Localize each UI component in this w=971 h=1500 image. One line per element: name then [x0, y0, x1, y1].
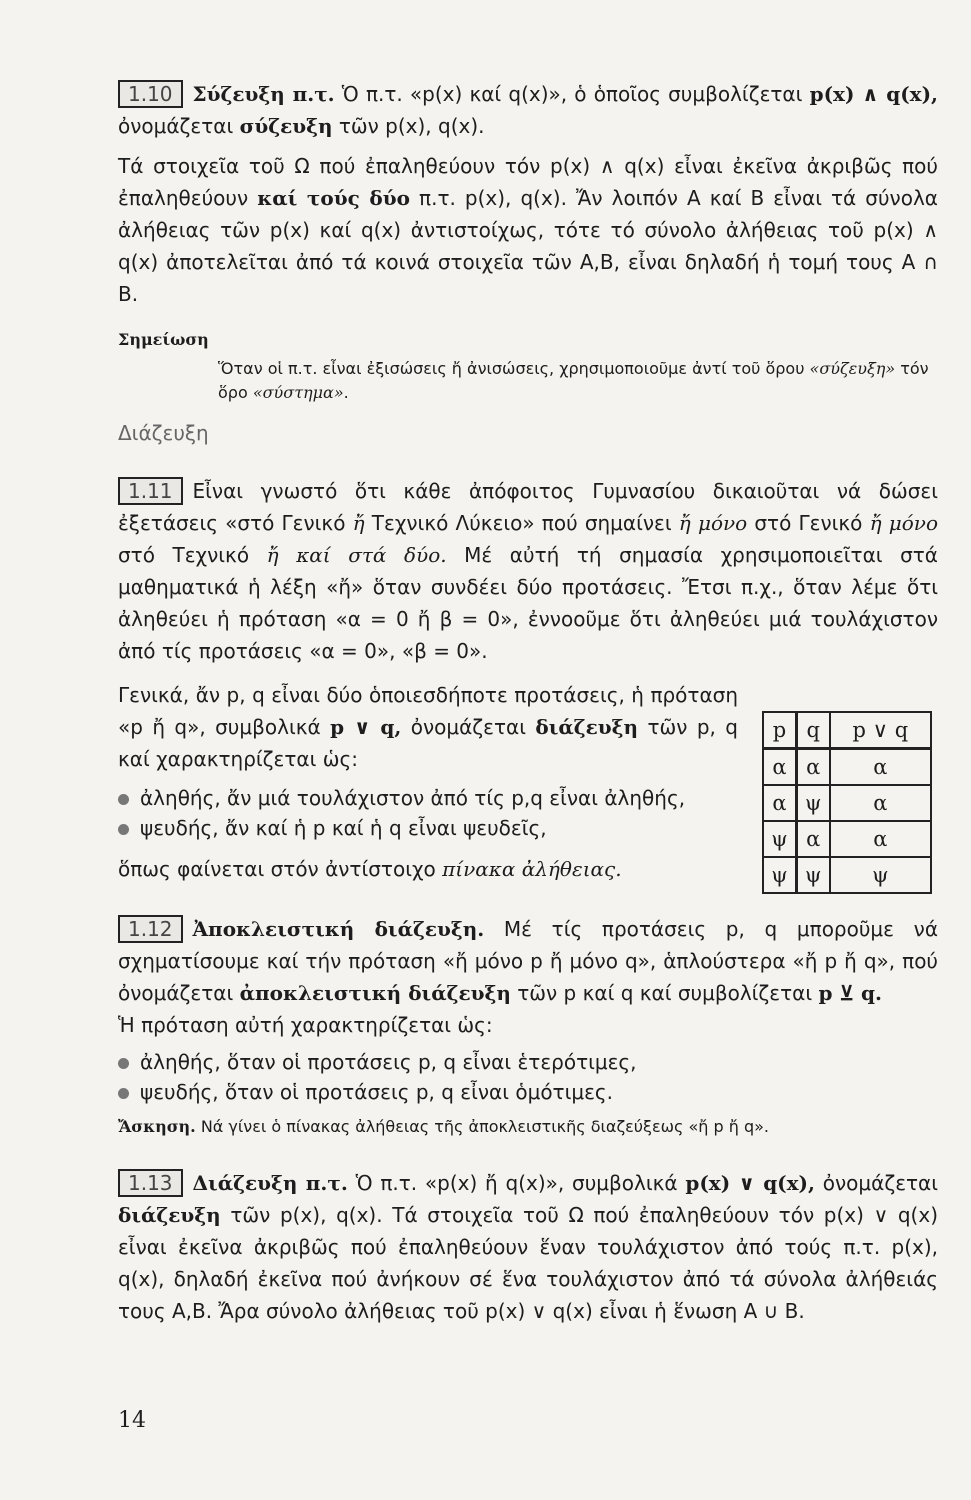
truth-table-disjunction — [762, 711, 932, 894]
note-text: Ὅταν οἱ π.τ. εἶναι ἐξισώσεις ἤ ἀνισώσεις, χρησιμοποιοῦμε ἀντί τοῦ ὅρου «σύζευξη» τόν ὅρο «σύστημα». — [218, 359, 929, 402]
disjunction-definition: Γενικά, ἄν p, q εἶναι δύο ὁποιεσδήποτε προτάσεις, ἡ πρόταση «p ἤ q», συμβολικά p ∨ q, ὀνομάζεται διάζευξη τῶν p, q καί χαρακτηρίζεται ὡς: ἀληθής, ἄν μιά τουλάχιστον ἀπό τίς p,q εἶναι ἀληθής, ψευδής, ἄν καί ἡ p καί ἡ q εἶναι ψευδεῖς, ὅπως φαίνεται στόν ἀντίστοιχο πίνακα ἀλήθειας. — [118, 683, 739, 881]
section-number: 1.11 — [118, 477, 183, 505]
section-number: 1.13 — [118, 1169, 183, 1197]
table-row: ψ α α — [763, 821, 931, 857]
column-header: q — [796, 712, 829, 749]
section-number: 1.12 — [118, 915, 183, 943]
column-header: p ∨ q — [830, 712, 931, 749]
section-1-12: 1.12 Ἀποκλειστική διάζευξη. Μέ τίς προτάσεις p, q μποροῦμε νά σχηματίσουμε καί τήν πρόταση «ἤ μόνο p ἤ μόνο q», ἁπλούστερα «ἤ p ἤ q», πού ὀνομάζεται ἀποκλειστική διάζευξη τῶν p καί q καί συμβολίζεται p ⊻ q. — [118, 917, 939, 1005]
column-header: p — [763, 712, 796, 749]
section-1-11: 1.11 Εἶναι γνωστό ὅτι κάθε ἀπόφοιτος Γυμνασίου δικαιοῦται νά δώσει ἐξετάσεις «στό Γενικό ἤ Τεχνικό Λύκειο» πού σημαίνει ἤ μόνο στό Γενικό ἤ μόνο στό Τεχνικό ἤ καί στά δύο. Μέ αὐτή τή σημασία χρησιμοποιεῖται στά μαθηματικά ἡ λέξη «ἤ» ὅταν συνδέει δύο προτάσεις. Ἔτσι π.χ., ὅταν λέμε ὅτι ἀληθεύει ἡ πρόταση «α = 0 ἤ β = 0», ἐννοοῦμε ὅτι ἀληθεύει μιά τουλάχιστον ἀπό τίς προτάσεις «α = 0», «β = 0». — [118, 479, 938, 663]
list-item: ἀληθής, ὅταν οἱ προτάσεις p, q εἶναι ἑτερότιμες, — [118, 1047, 938, 1077]
section-1-10: 1.10 Σύζευξη π.τ. Ὁ π.τ. «p(x) καί q(x)», ὁ ὁποῖος συμβολίζεται p(x) ∧ q(x), ὀνομάζεται σύζευξη τῶν p(x), q(x). — [118, 82, 939, 138]
page-content: 1.10 Σύζευξη π.τ. Ὁ π.τ. «p(x) καί q(x)», ὁ ὁποῖος συμβολίζεται p(x) ∧ q(x), ὀνομάζεται σύζευξη τῶν p(x), q(x). Τά στοιχεῖα τοῦ Ω πού ἐπαληθεύουν τόν p(x) ∧ q(x) εἶναι ἐκεῖνα ἀκριβῶς πού ἐπαληθεύουν καί τούς δύο π.τ. p(x), q(x). Ἄν λοιπόν Α καί Β εἶναι τά σύνολα ἀλήθειας τῶν p(x) καί q(x) ἀντιστοίχως, τότε τό σύνολο ἀλήθειας τοῦ p(x) ∧ q(x) ἀποτελεῖται ἀπό τά κοινά στοιχεῖα τῶν Α,Β, εἶναι δηλαδή ἡ τομή τους Α ∩ Β. Σημείωση Ὅταν οἱ π.τ. εἶναι ἐξισώσεις ἤ ἀνισώσεις, χρησιμοποιοῦμε ἀντί τοῦ ὅρου «σύζευξη» τόν ὅρο «σύστημα». Διάζευξη 1.11 Εἶναι γνωστό ὅτι κάθε ἀπόφοιτος Γυμνασίου δικαιοῦται νά δώσει ἐξετάσεις «στό Γενικό ἤ Τεχνικό Λύκειο» πού σημαίνει ἤ μόνο στό Γενικό ἤ μόνο στό Τεχνικό ἤ καί στά δύο. Μέ αὐτή τή σημασία χρησιμοποιεῖται στά μαθηματικά ἡ λέξη «ἤ» ὅταν συνδέει δύο προτάσεις. Ἔτσι π.χ., ὅταν λέμε ὅτι ἀληθεύει ἡ πρόταση «α = 0 ἤ β = 0», ἐννοοῦμε ὅτι ἀληθεύει μιά τουλάχιστον ἀπό τίς προτάσεις «α = 0», «β = 0». Γενικά, ἄν p, q εἶναι δύο ὁποιεσδήποτε προτάσεις, ἡ πρόταση «p ἤ q», συμβολικά p ∨ q, ὀνομάζεται διάζευξη τῶν p, q καί χαρακτηρίζεται ὡς: ἀληθής, ἄν μιά τουλάχιστον ἀπό τίς p,q εἶναι ἀληθής, ψευδής, ἄν καί ἡ p καί ἡ q εἶναι ψευδεῖς, ὅπως φαίνεται στόν ἀντίστοιχο πίνακα ἀλήθειας. 1.12 Ἀποκλειστική διάζευξη. Μέ τίς προτάσεις p, q μποροῦμε νά σχηματίσουμε καί τήν πρόταση «ἤ μόνο p ἤ μόνο q», ἁπλούστερα «ἤ p ἤ q», πού ὀνομάζεται ἀποκλειστική διάζευξη τῶν p καί q καί συμβολίζεται p ⊻ q. Ἡ πρόταση αὐτή χαρακτηρίζεται ὡς: ἀληθής, ὅταν οἱ προτάσεις p, q εἶναι ἑτερότιμες, ψευδής, ὅταν οἱ προτάσεις p, q εἶναι ὁμότιμες. Ἄσκηση. Νά γίνει ὁ πίνακας ἀλήθειας τῆς ἀποκλειστικῆς διαζεύξεως «ἤ p ἤ q». 1.13 Διάζευξη π.τ. Ὁ π.τ. «p(x) ἤ q(x)», συμβολικά p(x) ∨ q(x), ὀνομάζεται διάζευξη τῶν p(x), q(x). Τά στοιχεῖα τοῦ Ω πού ἐπαληθεύουν τόν p(x) ∨ q(x) εἶναι ἐκεῖνα ἀκριβῶς πού ἐπαληθεύουν ἕναν τουλάχιστον ἀπό τούς π.τ. p(x), q(x), δηλαδή ἐκεῖνα πού ἀνήκουν σέ ἕνα τουλάχιστον ἀπό τά σύνολα ἀλήθειάς τους Α,Β. Ἄρα σύνολο ἀλήθειας τοῦ p(x) ∨ q(x) εἶναι ἡ ἕνωση Α ∪ Β. — [118, 78, 938, 1327]
section-title: Διάζευξη π.τ. — [192, 1171, 348, 1195]
list-item: ἀληθής, ἄν μιά τουλάχιστον ἀπό τίς p,q εἶναι ἀληθής, — [118, 783, 738, 813]
table-header-row — [763, 712, 931, 749]
list-item: ψευδής, ἄν καί ἡ p καί ἡ q εἶναι ψευδεῖς, — [118, 813, 738, 843]
list-item: ψευδής, ὅταν οἱ προτάσεις p, q εἶναι ὁμότιμες. — [118, 1077, 938, 1107]
section-title: Σύζευξη π.τ. — [192, 82, 335, 106]
section-title: Ἀποκλειστική διάζευξη. — [192, 917, 485, 941]
note-title: Σημείωση — [118, 330, 209, 349]
paragraph-truth-set-conjunction: Τά στοιχεῖα τοῦ Ω πού ἐπαληθεύουν τόν p(x) ∧ q(x) εἶναι ἐκεῖνα ἀκριβῶς πού ἐπαληθεύουν καί τούς δύο π.τ. p(x), q(x). Ἄν λοιπόν Α καί Β εἶναι τά σύνολα ἀλήθειας τῶν p(x) καί q(x) ἀντιστοίχως, τότε τό σύνολο ἀλήθειας τοῦ p(x) ∧ q(x) ἀποτελεῖται ἀπό τά κοινά στοιχεῖα τῶν Α,Β, εἶναι δηλαδή ἡ τομή τους Α ∩ Β. — [118, 154, 938, 306]
section-number: 1.10 — [118, 80, 183, 108]
heading-disjunction: Διάζευξη — [118, 421, 209, 445]
table-row: ψ ψ ψ — [763, 857, 931, 893]
table-row: α ψ α — [763, 785, 931, 821]
section-1-13: 1.13 Διάζευξη π.τ. Ὁ π.τ. «p(x) ἤ q(x)», συμβολικά p(x) ∨ q(x), ὀνομάζεται διάζευξη τῶν p(x), q(x). Τά στοιχεῖα τοῦ Ω πού ἐπαληθεύουν τόν p(x) ∨ q(x) εἶναι ἐκεῖνα ἀκριβῶς πού ἐπαληθεύουν ἕναν τουλάχιστον ἀπό τούς π.τ. p(x), q(x), δηλαδή ἐκεῖνα πού ἀνήκουν σέ ἕνα τουλάχιστον ἀπό τά σύνολα ἀλήθειάς τους Α,Β. Ἄρα σύνολο ἀλήθειας τοῦ p(x) ∨ q(x) εἶναι ἡ ἕνωση Α ∪ Β. — [118, 1171, 938, 1323]
table-row: α α α — [763, 749, 931, 786]
exercise: Ἄσκηση. Νά γίνει ὁ πίνακας ἀλήθειας τῆς ἀποκλειστικῆς διαζεύξεως «ἤ p ἤ q». — [118, 1117, 770, 1136]
page-number: 14 — [118, 1408, 146, 1433]
